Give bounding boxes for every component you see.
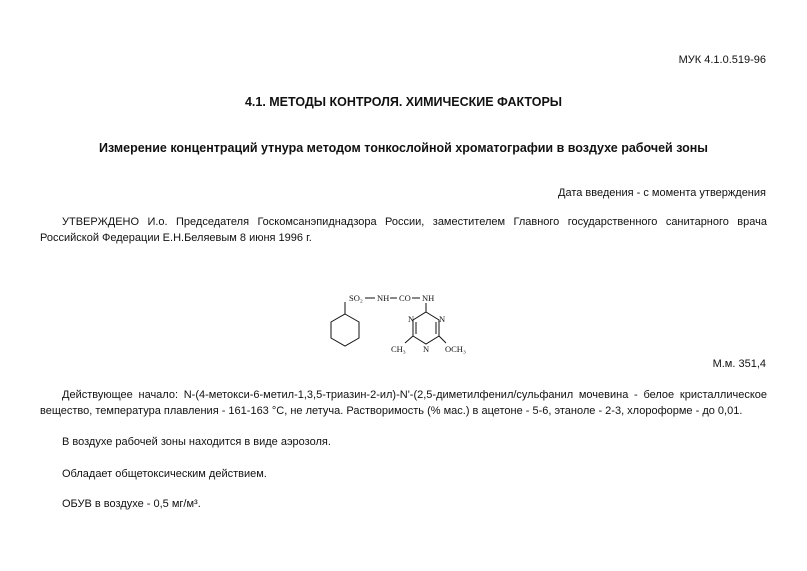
aerosol-statement: В воздухе рабочей зоны находится в виде аэрозоля. xyxy=(62,436,331,448)
nh-left-group: NH xyxy=(377,293,390,303)
nh-right-group: NH xyxy=(422,293,435,303)
substance-description: Действующее начало: N-(4-метокси-6-метил-1,3,5-триазин-2-ил)-N'-(2,5-диметилфенил/сульфанил мочевина - белое кристаллическое вещество, температура плавления - 161-163 °С, не летуча. Растворимость (% мас.) в ацетоне - 5-6, этаноле - 2-3, хлороформе - до 0,01. xyxy=(40,389,767,417)
molar-mass: М.м. 351,4 xyxy=(712,358,766,370)
so2-group: SO₂ xyxy=(349,293,363,303)
methoxy-group: OCH₃ xyxy=(445,344,466,354)
section-title: 4.1. МЕТОДЫ КОНТРОЛЯ. ХИМИЧЕСКИЕ ФАКТОРЫ xyxy=(244,95,563,109)
ring-nitrogen-right: N xyxy=(439,314,446,324)
approval-paragraph: УТВЕРЖДЕНО И.о. Председателя Госкомсанэпиднадзора России, заместителем Главного государственного санитарного врача Российской Федерации Е.Н.Беляевым 8 июня 1996 г. xyxy=(40,216,767,244)
toxicity-statement: Обладает общетоксическим действием. xyxy=(62,468,267,480)
ring-nitrogen-bottom: N xyxy=(423,344,430,354)
structural-formula xyxy=(325,286,485,358)
co-group: CO xyxy=(399,293,411,303)
obuv-statement: ОБУВ в воздухе - 0,5 мг/м³. xyxy=(62,498,201,510)
methyl-group: CH₃ xyxy=(391,344,406,354)
introduction-date: Дата введения - с момента утверждения xyxy=(558,187,766,199)
document-code: МУК 4.1.0.519-96 xyxy=(678,54,766,66)
triazine-ring xyxy=(413,312,439,344)
document-title: Измерение концентраций утнура методом тонкослойной хроматографии в воздухе рабочей зоны xyxy=(99,141,708,155)
benzene-ring xyxy=(331,314,359,346)
ring-nitrogen-left: N xyxy=(408,314,415,324)
